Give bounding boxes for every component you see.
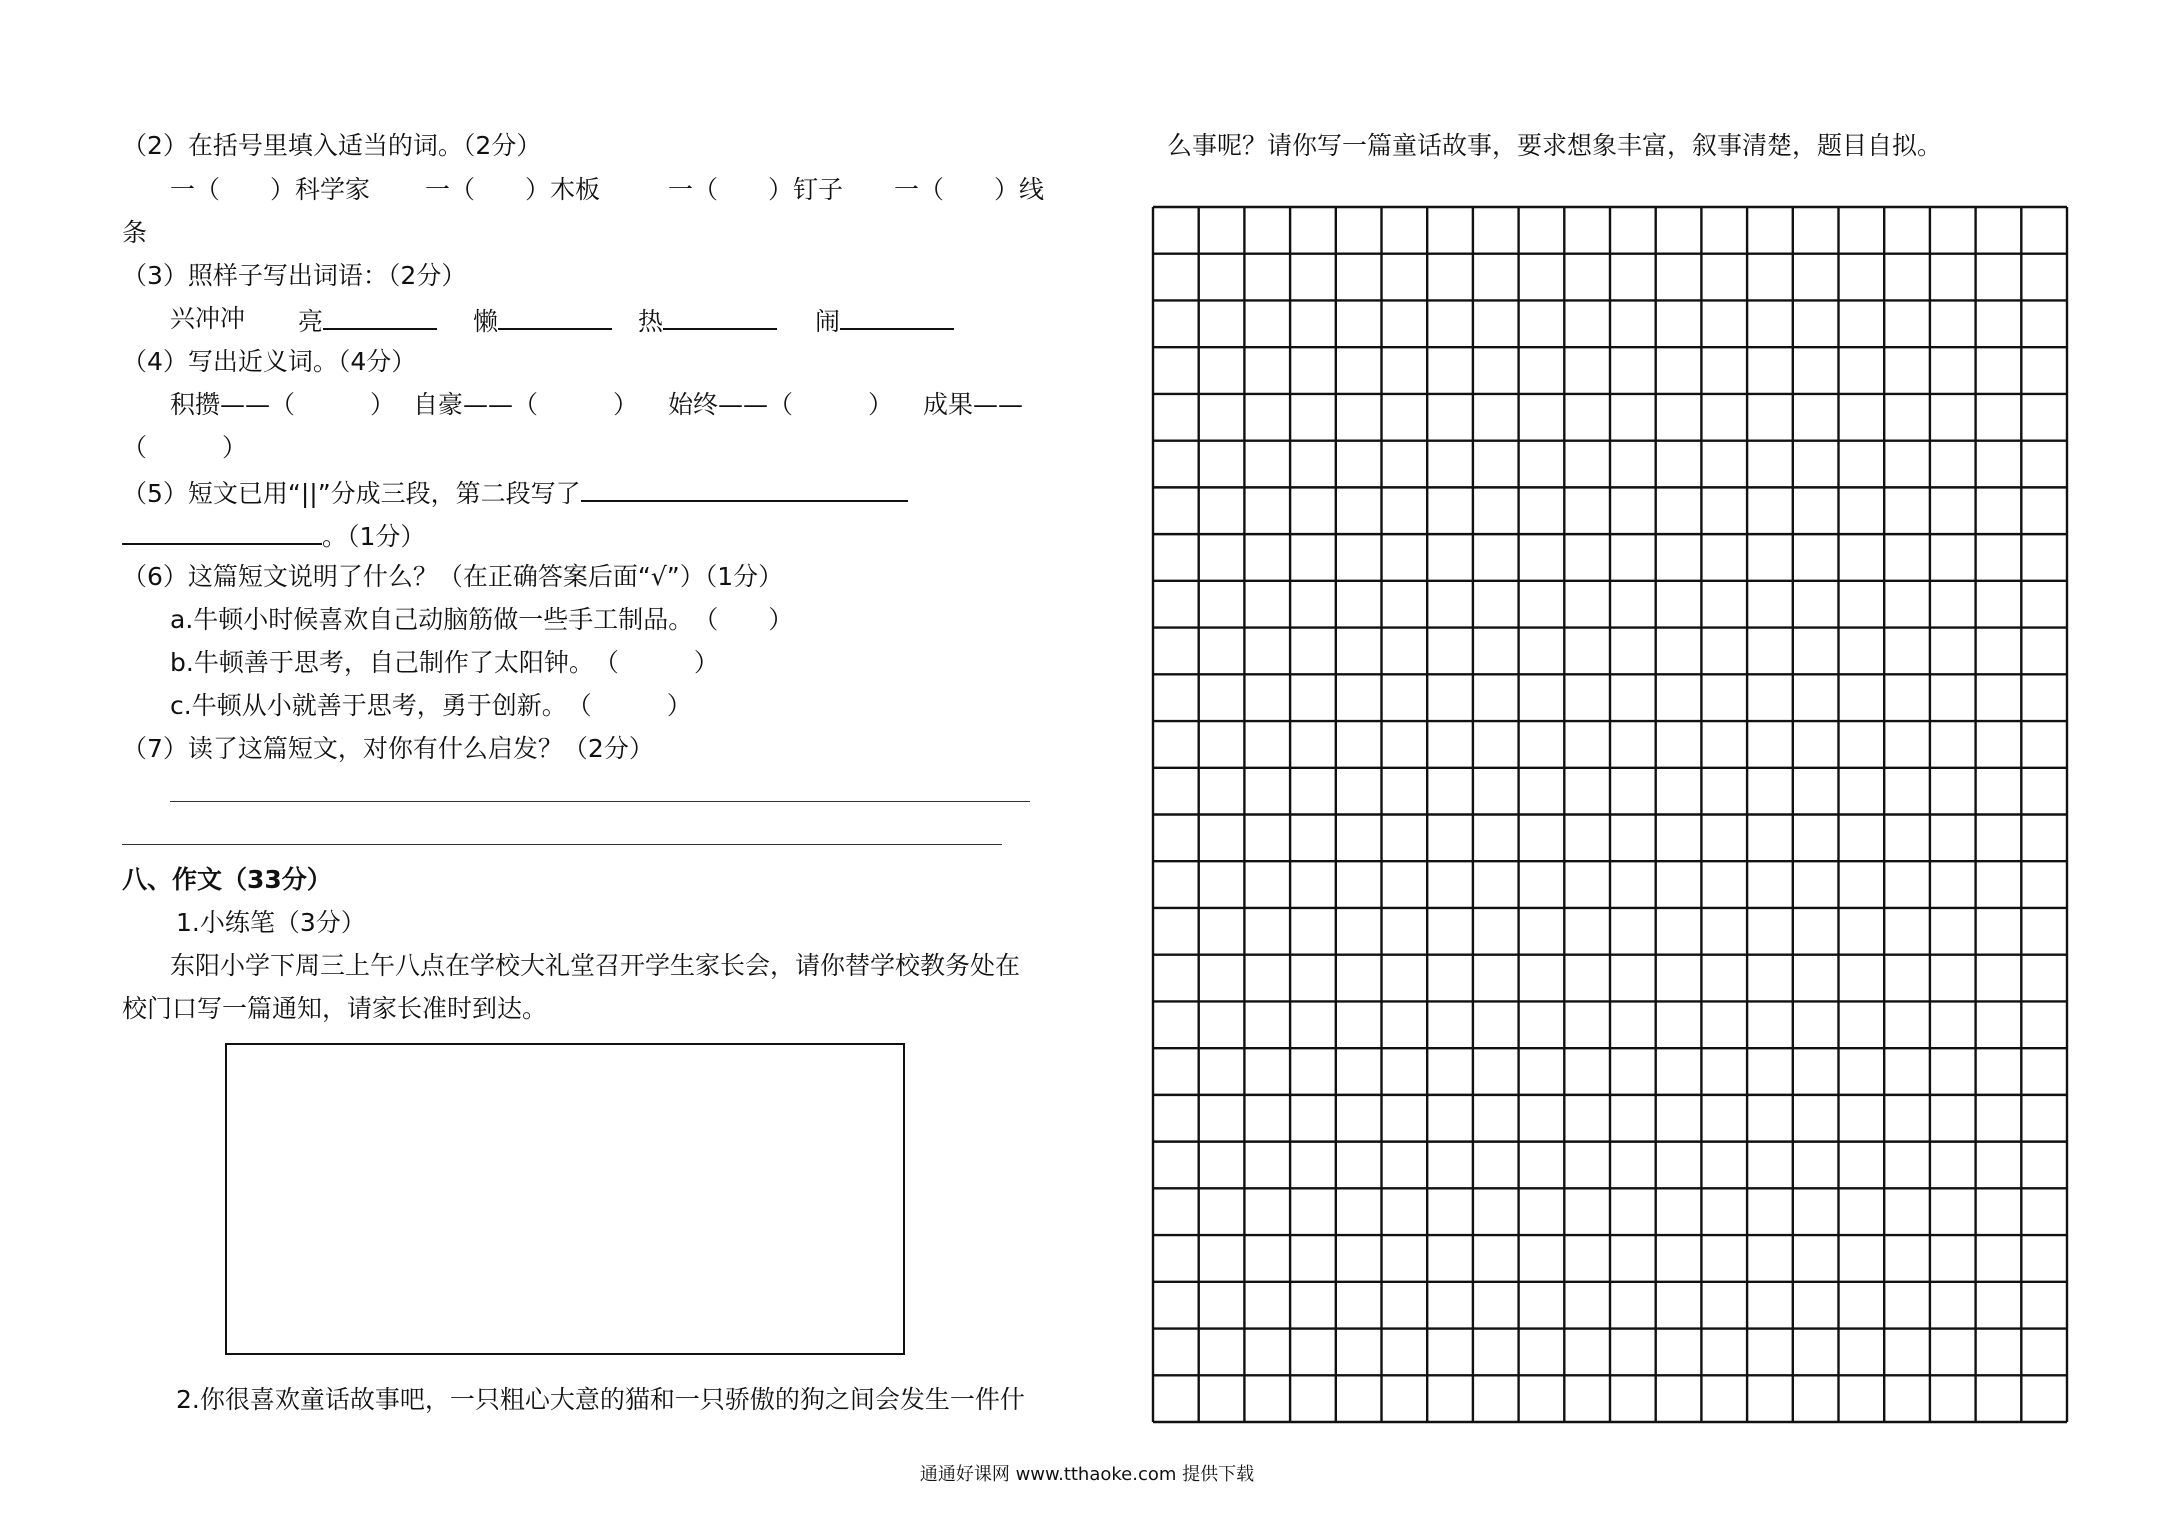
answer-blank[interactable]: [840, 306, 954, 330]
q5-line-1: [122, 478, 908, 506]
answer-line[interactable]: [122, 844, 1002, 845]
q4-item-4: 成果——: [923, 390, 1024, 419]
q6-title: （6）这篇短文说明了什么？（在正确答案后面“√”）（1分）: [122, 562, 784, 591]
q6-option-c[interactable]: c.牛顿从小就善于思考，勇于创新。 （ ）: [170, 691, 692, 720]
q2-item-4: 一（ ）线: [894, 175, 1045, 204]
q2-item-2: 一（ ）木板: [425, 175, 601, 204]
q3-item-2: [473, 306, 612, 334]
answer-blank[interactable]: [663, 306, 777, 330]
notice-writing-box[interactable]: [225, 1043, 905, 1355]
q3-char: 亮: [298, 307, 324, 336]
answer-blank[interactable]: [581, 478, 908, 502]
story-prompt-line-1: 2.你很喜欢童话故事吧，一只粗心大意的猫和一只骄傲的狗之间会发生一件什: [176, 1385, 1025, 1414]
q5-text: （5）短文已用“||”分成三段，第二段写了: [122, 479, 581, 508]
q3-item-1: [298, 306, 437, 334]
essay-writing-grid[interactable]: [1151, 205, 2069, 1424]
q5-suffix: 。（1分）: [322, 522, 426, 551]
section-8-heading: 八、作文（33分）: [122, 865, 332, 894]
q4-item-1: 积攒——（ ）: [170, 390, 396, 419]
practice-title: 1.小练笔（3分）: [176, 908, 366, 937]
q6-option-b[interactable]: b.牛顿善于思考，自己制作了太阳钟。 （ ）: [170, 648, 719, 677]
q3-char: 懒: [473, 307, 499, 336]
q7-title: （7）读了这篇短文，对你有什么启发？（2分）: [122, 734, 654, 763]
q2-wrap: 条: [122, 218, 148, 247]
q4-item-3: 始终——（ ）: [668, 390, 894, 419]
story-prompt-line-2: 么事呢？请你写一篇童话故事，要求想象丰富，叙事清楚，题目自拟。: [1167, 131, 1943, 160]
q6-option-a[interactable]: a.牛顿小时候喜欢自己动脑筋做一些手工制品。 （ ）: [170, 605, 794, 634]
q3-item-4: [815, 306, 954, 334]
q2-title: （2）在括号里填入适当的词。（2分）: [122, 131, 542, 160]
footer-source: 通通好课网 www.tthaoke.com 提供下载: [919, 1464, 1255, 1485]
practice-text-line-1: 东阳小学下周三上午八点在学校大礼堂召开学生家长会，请你替学校教务处在: [170, 951, 1021, 980]
q5-line-2: [122, 521, 425, 549]
answer-blank[interactable]: [122, 521, 322, 545]
q4-title: （4）写出近义词。（4分）: [122, 347, 417, 376]
answer-blank[interactable]: [498, 306, 612, 330]
q2-item-3: 一（ ）钉子: [668, 175, 844, 204]
q2-item-1: 一（ ）科学家: [170, 175, 371, 204]
q3-char: 热: [638, 307, 664, 336]
q4-wrap: （ ）: [122, 433, 248, 462]
q3-title: （3）照样子写出词语：（2分）: [122, 261, 467, 290]
answer-line[interactable]: [170, 801, 1030, 802]
answer-blank[interactable]: [323, 306, 437, 330]
q4-item-2: 自豪——（ ）: [413, 390, 639, 419]
q3-item-3: [638, 306, 777, 334]
q3-example: 兴冲冲: [170, 304, 246, 333]
practice-text-line-2: 校门口写一篇通知，请家长准时到达。: [122, 994, 548, 1023]
q3-char: 闹: [815, 307, 841, 336]
